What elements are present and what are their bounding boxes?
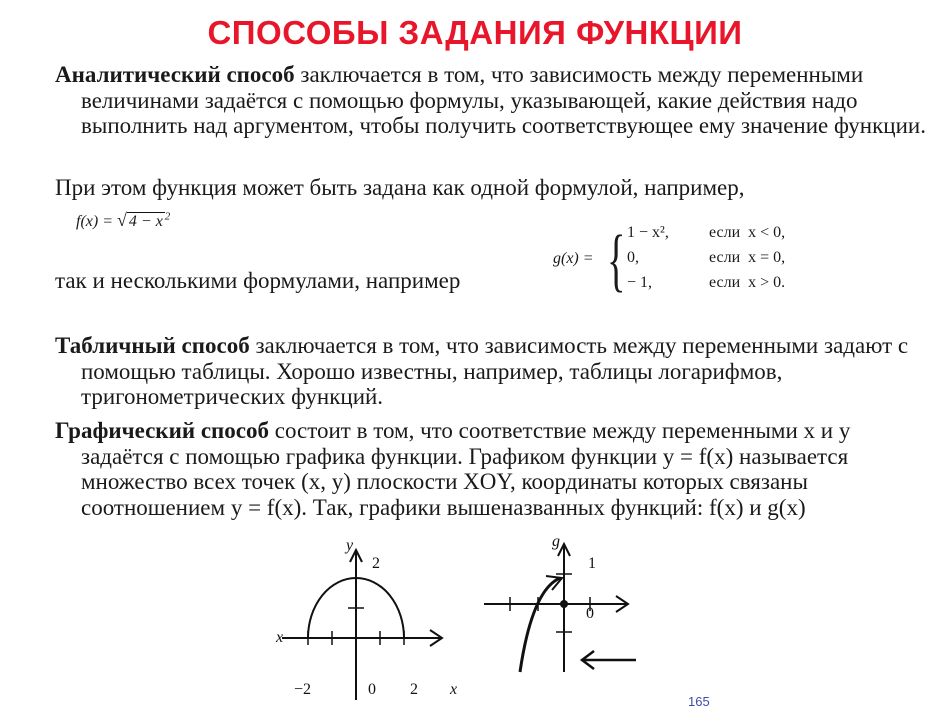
graphic-paragraph: [55, 418, 926, 520]
formula-g-cond-2: если x = 0,: [709, 249, 786, 266]
graph-f-y-label: y: [346, 537, 354, 554]
analytic-text: заключается в том, что зависимость между переменными величинами задаётся с помощью формулы, указывающей, какие действия надо выполнить над аргументом, чтобы получить соответствующее ему значение функции.: [81, 62, 926, 138]
formula-g-row-3: − 1,: [627, 274, 653, 291]
formula-g-lhs: g(x) =: [553, 250, 594, 267]
formula-f-rhs: 4 − x: [128, 213, 163, 230]
graph-f-x-tick-label: −2: [294, 681, 312, 698]
graph-f-x-label: x: [276, 629, 284, 646]
graph-g-curve: [520, 578, 560, 672]
formula-g-row-1: 1 − x²,: [627, 224, 673, 241]
table-paragraph: [55, 333, 926, 410]
formula-f: f(x) = √ 4 − x $^2$: [76, 210, 171, 230]
graph-g-y-tick-label: 1: [588, 555, 596, 572]
page-number: 165: [688, 694, 710, 709]
formula-g-cond-3: если x > 0.: [709, 274, 786, 291]
graph-g-point: [560, 600, 568, 608]
graph-g-origin-label: 0: [586, 605, 594, 622]
table-term: Табличный способ: [55, 333, 250, 358]
formula-f-exp: 2: [164, 210, 171, 223]
graph-f-y-tick-label: 2: [372, 555, 380, 572]
formula-g-cond-1: если x < 0,: [709, 224, 786, 241]
formula-g-row-2: 0,: [627, 249, 639, 266]
graph-f-x-tick-label: 2: [410, 681, 418, 698]
graph-f-x-axis-label: x: [450, 681, 458, 698]
analytic-term: Аналитический способ: [55, 62, 295, 87]
single-formula-text: При этом функция может быть задана как одной формулой, например,: [55, 175, 745, 200]
analytic-paragraph: [55, 62, 926, 139]
multi-formula-text: так и несколькими формулами, например: [55, 268, 461, 293]
formula-g: [553, 222, 853, 302]
brace-icon: {: [607, 222, 626, 299]
graphic-text: состоит в том, что соответствие между переменными x и y задаётся с помощью графика функции. Графиком функции y = f(x) называется множество всех точек (x, y) плоскости XOY, координаты которых связаны соотношением y = f(x). Так, графики вышеназванных функций: f(x) и g(x): [81, 418, 851, 520]
page-title: СПОСОБЫ ЗАДАНИЯ ФУНКЦИИ: [207, 14, 743, 51]
graph-f-x-tick-label: 0: [368, 681, 376, 698]
graph-g: [480, 533, 650, 680]
graph-f: [272, 537, 472, 715]
table-text: заключается в том, что зависимость между переменными задают с помощью таблицы. Хорошо известны, например, таблицы логарифмов, тригонометрических функций.: [81, 333, 909, 409]
graphic-term: Графический способ: [55, 418, 269, 443]
formula-f-lhs: f(x) =: [76, 213, 113, 230]
graph-g-y-label: g: [552, 533, 560, 550]
